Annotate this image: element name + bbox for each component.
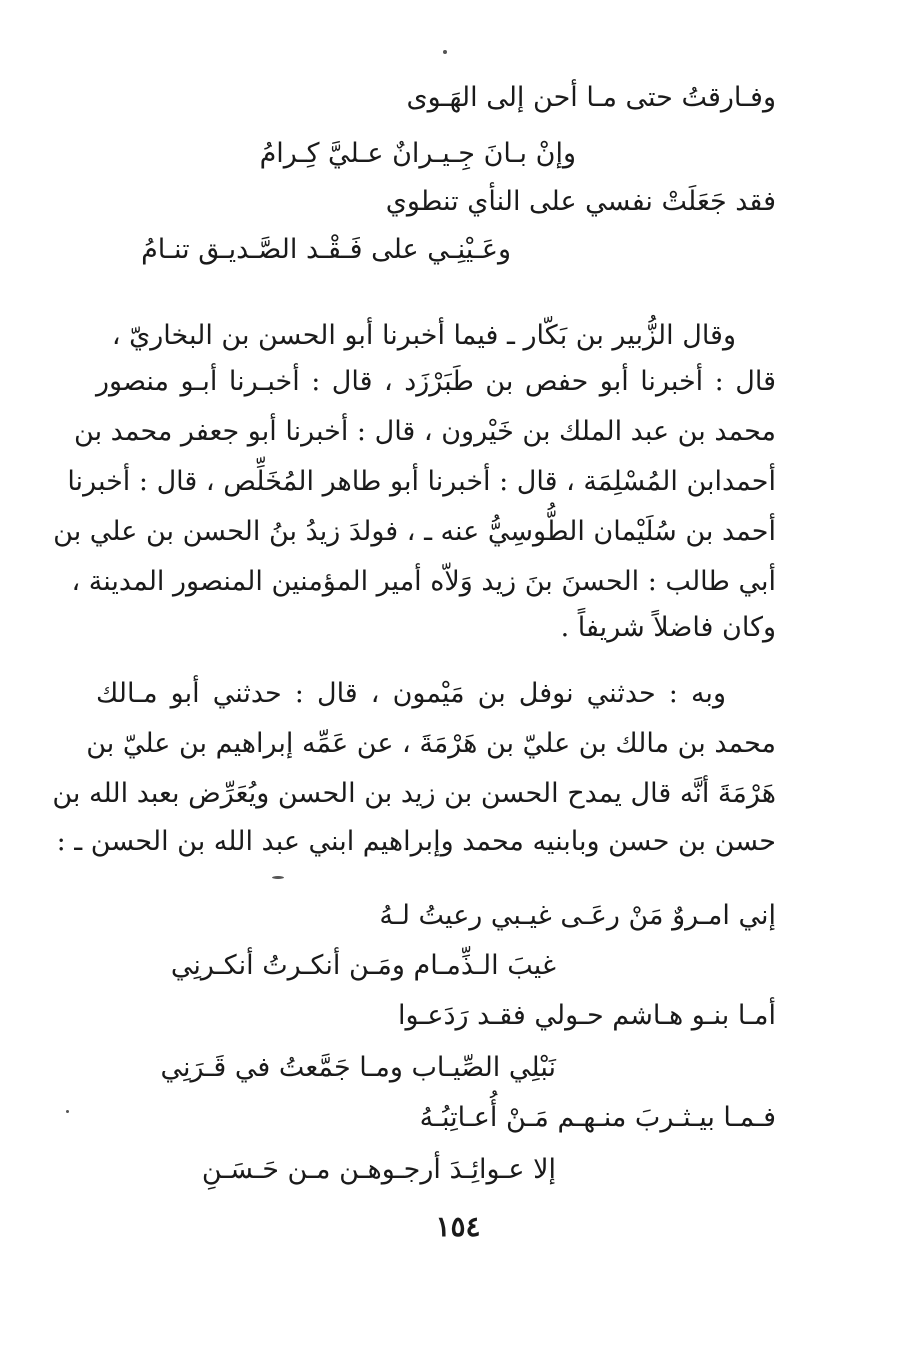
poem2-verse1-first: إني امـروٌ مَنْ رعَـى غيـبي رعيتُ لـهُ — [379, 900, 776, 931]
paragraph1-line6: أبي طالب : الحسنَ بنَ زيد وَلاّه أمير المؤمنين المنصور المدينة ، — [71, 566, 776, 597]
poem2-verse2-second: نَبْلِي الصِّيـاب ومـا جَمَّعتُ في قَـرَنِي — [160, 1052, 556, 1083]
poem1-verse1-first: وفـارقتُ حتى مـا أحن إلى الهَـوى — [406, 82, 776, 113]
paragraph1-line5: أحمد بن سُلَيْمان الطُّوسِيُّ عنه ـ ، فولدَ زيدُ بنُ الحسن بن علي بن — [53, 516, 776, 547]
poem1-verse2-second: وعَـيْنِـي على فَـقْـد الصَّـديـق تنـامُ — [141, 234, 511, 265]
paragraph2-line2: محمد بن مالك بن عليّ بن هَرْمَةَ ، عن عَمِّه إبراهيم بن عليّ بن — [86, 728, 776, 759]
scan-speck — [66, 1110, 69, 1113]
paragraph1-line1: وقال الزُّبير بن بَكّار ـ فيما أخبرنا أبو الحسن بن البخاريّ ، — [111, 320, 736, 351]
paragraph2-line3: هَرْمَةَ أنَّه قال يمدح الحسن بن زيد بن الحسن ويُعَرِّض بعبد الله بن — [52, 778, 776, 809]
paragraph2-line1: وبه : حدثني نوفل بن مَيْمون ، قال : حدثني أبو مـالك — [96, 678, 726, 709]
poem2-verse3-second: إلا عـوائِـدَ أرجـوهـن مـن حَـسَـنِ — [201, 1154, 556, 1185]
paragraph1-line7: وكان فاضلاً شريفاً . — [560, 612, 776, 643]
paragraph1-line4: أحمدابن المُسْلِمَة ، قال : أخبرنا أبو طاهر المُخَلِّص ، قال : أخبرنا — [67, 466, 776, 497]
poem1-verse1-second: وإنْ بـانَ جِـيـرانٌ عـليَّ كِـرامُ — [259, 138, 576, 169]
page-number: ١٥٤ — [435, 1210, 481, 1243]
paragraph2-line4: حسن بن حسن وبابنيه محمد وإبراهيم ابني عبد الله بن الحسن ـ : — [56, 826, 776, 857]
paragraph1-line3: محمد بن عبد الملك بن خَيْرون ، قال : أخبرنا أبو جعفر محمد بن — [74, 416, 776, 447]
scan-speck — [272, 876, 284, 879]
poem2-verse1-second: غيبَ الـذِّمـام ومَـن أنكـرتُ أنكـرنِي — [170, 950, 556, 981]
scan-speck — [443, 50, 447, 54]
paragraph1-line2: قال : أخبرنا أبو حفص بن طَبَرْزَد ، قال : أخبـرنا أبـو منصور — [96, 366, 776, 397]
poem2-verse3-first: فـمـا بيـثـربَ منـهـم مَـنْ أُعـاتِبُـهُ — [419, 1102, 776, 1133]
poem1-verse2-first: فقد جَعَلَتْ نفسي على النأي تنطوي — [385, 186, 776, 217]
poem2-verse2-first: أمـا بنـو هـاشم حـولي فقـد رَدَعـوا — [398, 1000, 776, 1031]
